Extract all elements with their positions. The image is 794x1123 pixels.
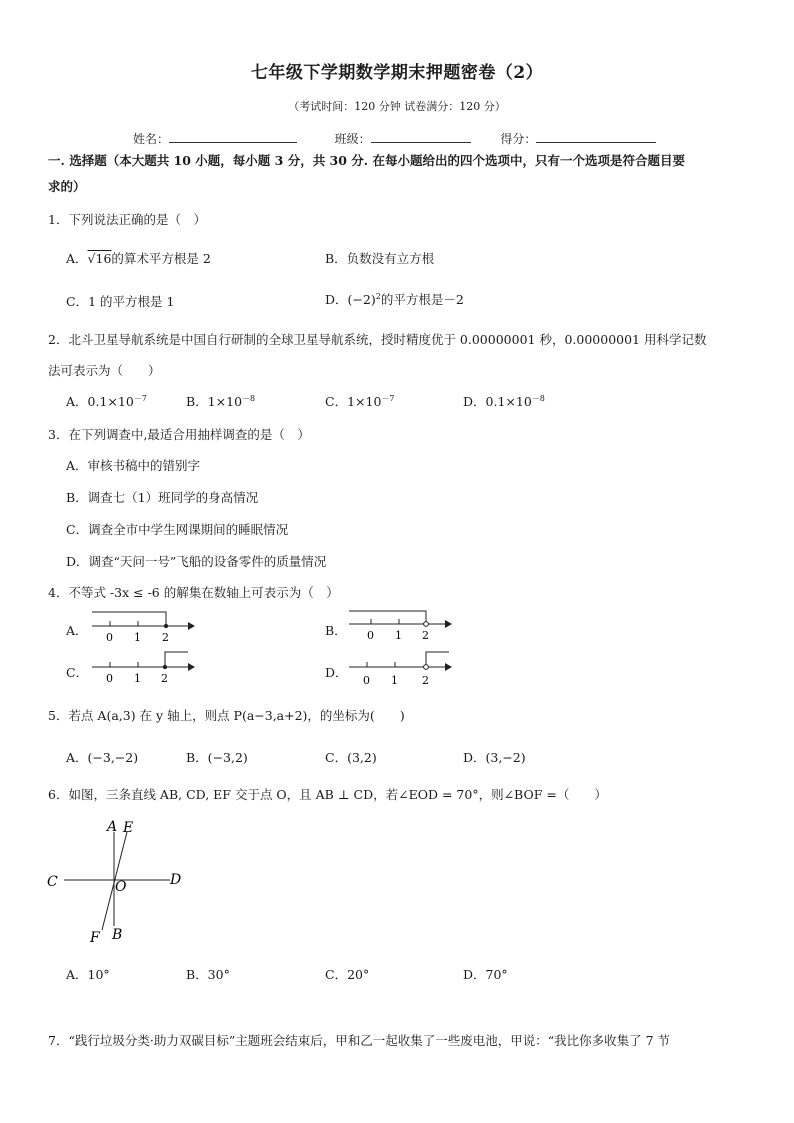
- tick-label-1: 1: [391, 674, 398, 687]
- point-label-a: A: [107, 819, 118, 835]
- point-label-f: F: [90, 930, 100, 946]
- q1-option-a[interactable]: A．√16的算术平方根是 2: [66, 251, 211, 266]
- question-5-stem: 5．若点 A(a,3) 在 y 轴上，则点 P(a−3,a+2)，的坐标为( ): [48, 708, 405, 723]
- tick-label-2: 2: [162, 631, 169, 644]
- question-2-stem-line2: 法可表示为（ ）: [48, 363, 161, 378]
- point-label-b: B: [112, 927, 123, 943]
- tick-label-2: 2: [161, 672, 168, 685]
- page-title: 七年级下学期数学期末押题密卷（2）: [250, 63, 544, 83]
- q1-option-c[interactable]: C．1 的平方根是 1: [66, 294, 175, 309]
- tick-label-1: 1: [395, 629, 402, 642]
- q2-option-b[interactable]: B．$1\times 10^{-8}$: [186, 393, 256, 409]
- tick-label-2: 2: [422, 629, 429, 642]
- q6-option-c[interactable]: C．20°: [325, 967, 370, 982]
- score-field[interactable]: [536, 130, 656, 143]
- point-label-d: D: [170, 872, 182, 888]
- point-label-c: C: [47, 874, 58, 890]
- tick-label-2: 2: [422, 674, 429, 687]
- section-heading: 一. 选择题（本大题共 10 小题，每小题 3 分，共 30 分. 在每小题给出的四个选项中，只有一个选项是符合题目要 求的）: [48, 153, 686, 194]
- q5-option-c[interactable]: C．(3,2): [325, 750, 377, 765]
- q4-number-line-b: [345, 606, 455, 644]
- q3-option-b[interactable]: B．调查七（1）班同学的身高情况: [66, 490, 259, 505]
- q4-number-line-c: [88, 648, 198, 686]
- q5-option-a[interactable]: A．(−3,−2): [66, 750, 139, 765]
- q6-option-a[interactable]: A．10°: [66, 967, 110, 982]
- question-7-stem: 7．“践行垃圾分类·助力双碳目标”主题班会结束后，甲和乙一起收集了一些废电池，甲说：“我比你多收集了 7 节: [48, 1033, 670, 1048]
- q2-option-c[interactable]: C．$1\times 10^{-7}$: [325, 393, 395, 409]
- q2-option-d[interactable]: D．$0.1\times 10^{-8}$: [463, 393, 545, 409]
- tick-label-1: 1: [134, 631, 141, 644]
- tick-label-0: 0: [106, 672, 113, 685]
- q4-number-line-d: [345, 648, 455, 690]
- q2-option-a[interactable]: A．$0.1\times 10^{-7}$: [66, 393, 147, 409]
- q4-number-line-a: [88, 608, 198, 646]
- tick-label-0: 0: [106, 631, 113, 644]
- name-field[interactable]: [169, 130, 297, 143]
- q1-option-d[interactable]: D．$(-2)^2$的平方根是－2: [325, 291, 464, 307]
- name-label: 姓名：: [133, 132, 170, 146]
- student-info-row: [133, 130, 656, 147]
- q4-option-d-label[interactable]: D．: [325, 665, 348, 680]
- question-4-stem: 4．不等式 -3x ≤ -6 的解集在数轴上可表示为（ ）: [48, 585, 339, 600]
- tick-label-1: 1: [134, 672, 141, 685]
- q5-option-b[interactable]: B．(−3,2): [186, 750, 248, 765]
- point-label-o: O: [115, 879, 127, 895]
- class-field[interactable]: [371, 130, 471, 143]
- class-label: 班级：: [334, 132, 371, 146]
- q3-option-a[interactable]: A．审核书稿中的错别字: [66, 458, 201, 473]
- q3-option-c[interactable]: C．调查全市中学生网课期间的睡眠情况: [66, 522, 289, 537]
- score-label: 得分：: [500, 132, 537, 146]
- question-1-stem: 1．下列说法正确的是（ ）: [48, 212, 206, 227]
- q5-option-d[interactable]: D．(3,−2): [463, 750, 526, 765]
- tick-label-0: 0: [367, 629, 374, 642]
- q4-option-a-label[interactable]: A．: [66, 623, 88, 638]
- exam-subtitle: （考试时间：120 分钟 试卷满分：120 分）: [288, 100, 506, 113]
- tick-label-0: 0: [363, 674, 370, 687]
- question-2-stem-line1: 2．北斗卫星导航系统是中国自行研制的全球卫星导航系统，授时精度优于 0.00000001 秒，0.00000001 用科学记数: [48, 332, 707, 347]
- q6-geometry-figure: [44, 814, 194, 946]
- q6-option-d[interactable]: D．70°: [463, 967, 508, 982]
- q4-option-c-label[interactable]: C．: [66, 665, 89, 680]
- q1-option-b[interactable]: B．负数没有立方根: [325, 251, 435, 266]
- q4-option-b-label[interactable]: B．: [325, 623, 347, 638]
- q6-option-b[interactable]: B．30°: [186, 967, 230, 982]
- point-label-e: E: [123, 820, 134, 836]
- question-6-stem: 6．如图，三条直线 AB, CD, EF 交于点 O，且 AB ⊥ CD，若∠EOD = 70°，则∠BOF =（ ）: [48, 787, 607, 802]
- question-3-stem: 3．在下列调查中,最适合用抽样调查的是（ ）: [48, 427, 310, 442]
- q3-option-d[interactable]: D．调查“天问一号”飞船的设备零件的质量情况: [66, 554, 327, 569]
